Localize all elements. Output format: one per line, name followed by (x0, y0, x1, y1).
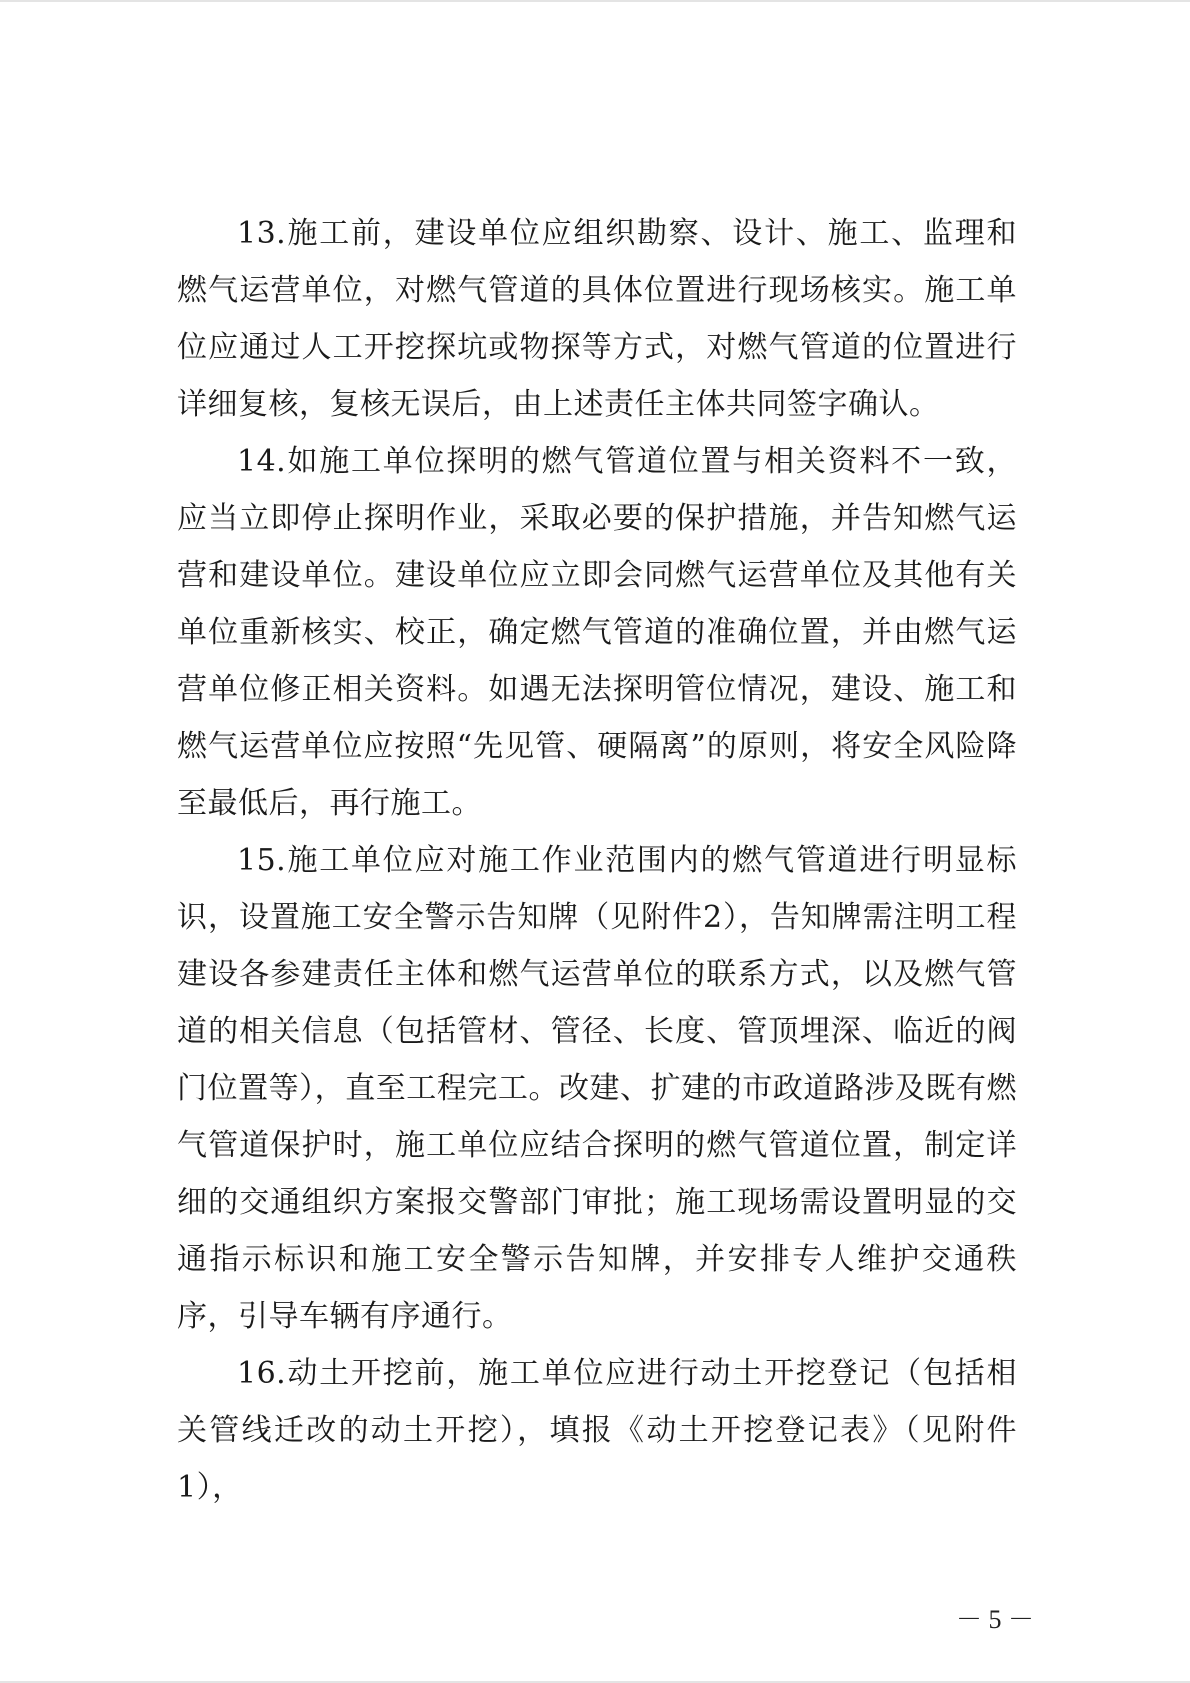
document-body (177, 205, 1017, 1516)
paragraph-16: 16.动土开挖前，施工单位应进行动土开挖登记（包括相关管线迁改的动土开挖），填报《动土开挖登记表》（见附件1）， (177, 1356, 1017, 1505)
paragraph-14: 14.如施工单位探明的燃气管道位置与相关资料不一致，应当立即停止探明作业，采取必要的保护措施，并告知燃气运营和建设单位。建设单位应立即会同燃气运营单位及其他有关单位重新核实、校正，确定燃气管道的准确位置，并由燃气运营单位修正相关资料。如遇无法探明管位情况，建设、施工和燃气运营单位应按照“先见管、硬隔离”的原则，将安全风险降至最低后，再行施工。 (177, 444, 1017, 821)
paragraph-13: 13.施工前，建设单位应组织勘察、设计、施工、监理和燃气运营单位，对燃气管道的具体位置进行现场核实。施工单位应通过人工开挖探坑或物探等方式，对燃气管道的位置进行详细复核，复核无误后，由上述责任主体共同签字确认。 (177, 216, 1017, 422)
paragraph-15: 15.施工单位应对施工作业范围内的燃气管道进行明显标识，设置施工安全警示告知牌（见附件2），告知牌需注明工程建设各参建责任主体和燃气运营单位的联系方式，以及燃气管道的相关信息（包括管材、管径、长度、管顶埋深、临近的阀门位置等），直至工程完工。改建、扩建的市政道路涉及既有燃气管道保护时，施工单位应结合探明的燃气管道位置，制定详细的交通组织方案报交警部门审批；施工现场需设置明显的交通指示标识和施工安全警示告知牌，并安排专人维护交通秩序，引导车辆有序通行。 (177, 843, 1017, 1334)
scan-edge-top (0, 0, 1190, 2)
page-number: － 5 － (955, 1605, 1034, 1634)
